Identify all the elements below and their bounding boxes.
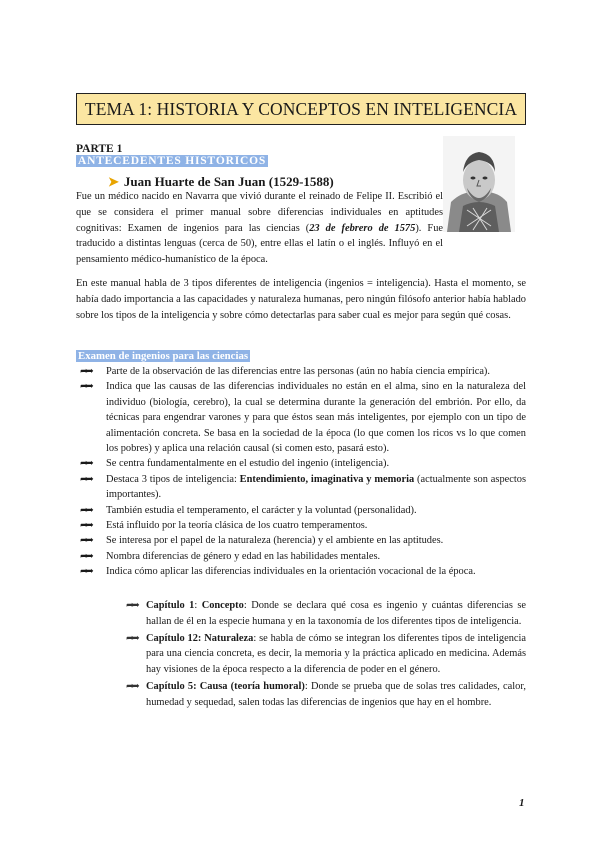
bullet-arrow-icon: ➦➦ <box>80 473 91 485</box>
list-item-tail: (actualmente son aspectos importantes). <box>106 473 526 501</box>
bullet-arrow-icon: ➦➦ <box>80 566 91 578</box>
chapter-item <box>126 631 526 678</box>
section-heading-examen: Examen de ingenios para las ciencias <box>78 350 249 362</box>
list-item <box>76 518 526 533</box>
person-heading <box>108 174 334 190</box>
list-item-bold: Entendimiento, imaginativa y memoria <box>239 473 415 485</box>
page-title: TEMA 1: HISTORIA Y CONCEPTOS EN INTELIGENCIA <box>84 98 518 119</box>
list-item-text: Se centra fundamentalmente en el estudio del ingenio (inteligencia). <box>106 458 390 470</box>
bullet-arrow-icon: ➦➦ <box>80 381 91 393</box>
bullet-arrow-icon: ➦➦ <box>126 600 137 611</box>
chapter-text: : se habla de cómo se integran los diferentes tipos de inteligencia para una ciencia concreta, es decir, la memoria y la práctica aplicado en medicina. Además hay visiones de la época respecto a la diferencia de poder en el género. <box>146 632 527 676</box>
list-item-text: Parte de la observación de las diferencias entre las personas (aún no había ciencia empírica). <box>106 366 490 377</box>
chapter-head: Capítulo 5: <box>146 680 197 692</box>
title-box <box>76 93 526 125</box>
chapter-key: Naturaleza <box>204 632 254 644</box>
bullet-arrow-icon: ➦➦ <box>80 504 91 516</box>
bullet-arrow-icon: ➦➦ <box>80 366 91 377</box>
page-number: 1 <box>519 797 525 809</box>
list-item <box>76 533 526 548</box>
intro-text-2: ). Fue traducido a distintas lenguas (cerca de 50), entre ellas el latín o el inglés. Influyó en el pensamiento médico-humanístico de la época. <box>76 222 444 266</box>
list-item <box>76 503 526 518</box>
list-item <box>76 472 526 503</box>
bullet-arrow-icon: ➦➦ <box>126 632 137 644</box>
section-heading-antecedentes: ANTECEDENTES HISTÓRICOS <box>78 155 267 167</box>
list-item-text: Se interesa por el papel de la naturaleza (herencia) y el ambiente en las aptitudes. <box>106 535 444 547</box>
chapter-key: Causa (teoría humoral) <box>199 680 305 692</box>
feature-list <box>76 364 526 580</box>
chapter-list <box>126 598 526 712</box>
list-item-text: También estudia el temperamento, el carácter y la voluntad (personalidad). <box>106 504 417 516</box>
list-item-text: Está influido por la teoría clásica de los cuatro temperamentos. <box>106 520 368 532</box>
portrait-image <box>443 136 515 232</box>
intro-text-1: Fue un médico nacido en Navarra que vivió durante el reinado de Felipe II. Escribió el que se considera el primer manual sobre diferencias individuales en aptitudes cognitivas: Examen de ingenios para las ciencias ( <box>76 191 443 234</box>
chapter-head: Capítulo 12: <box>146 632 202 644</box>
list-item-text: Indica cómo aplicar las diferencias individuales en la orientación vocacional de la época. <box>106 566 476 578</box>
list-item-text: Nombra diferencias de género y edad en las habilidades mentales. <box>106 550 381 562</box>
list-item <box>76 564 526 579</box>
list-item-text: Indica que las causas de las diferencias individuales no están en el alma, sino en la naturaleza del individuo (biología, cerebro), la cual se determina durante la generación del embrión. Por ello, da técnicas para engendrar varones y para que éstos sean más inteligentes, por ejemplo con un tipo de alimentación concreta. Se basa en la sociedad de la época (lo que comen los ricos vs lo que comen los pobres) y aplica una relación causal (si comen esto, pasará esto). <box>106 381 526 455</box>
chapter-text: : Donde se prueba que de solas tres calidades, calor, humedad y sequedad, salen todas las diferencias de ingenios que hay en el hombre. <box>146 680 526 708</box>
list-item <box>76 364 526 379</box>
bullet-arrow-icon: ➦➦ <box>80 535 91 547</box>
manual-paragraph: En este manual habla de 3 tipos diferentes de inteligencia (ingenios = inteligencia). Hasta el momento, se había dado importancia a las capacidades y naturaleza humanas, pero ningún filósofo anterior había hablado sobre los tipos de la inteligencia y sobre cómo detectarlas para saber cual es mejor para según qué cosas. <box>76 278 526 321</box>
intro-paragraph <box>76 189 443 268</box>
list-item <box>76 456 526 471</box>
chapter-key: Concepto <box>201 600 244 611</box>
person-heading-text: Juan Huarte de San Juan (1529-1588) <box>123 174 334 189</box>
part-heading: PARTE 1 <box>76 143 123 155</box>
bullet-arrow-icon: ➦➦ <box>80 520 91 532</box>
bullet-arrow-icon: ➦➦ <box>126 680 137 692</box>
intro-date: 23 de febrero de 1575 <box>309 222 416 234</box>
arrow-icon: ➤ <box>108 174 119 189</box>
list-item <box>76 379 526 456</box>
chapter-text: : Donde se declara qué cosa es ingenio y cuántas diferencias se hallan de él en la especie humana y en la taxonomía de los diferentes tipos de inteligencia. <box>146 600 526 627</box>
list-item <box>76 549 526 564</box>
chapter-head: Capítulo 1 <box>146 600 195 611</box>
bullet-arrow-icon: ➦➦ <box>80 458 91 470</box>
bullet-arrow-icon: ➦➦ <box>80 550 91 562</box>
chapter-item <box>126 598 526 630</box>
chapter-sep: : <box>194 600 202 611</box>
chapter-item <box>126 679 526 711</box>
list-item-text: Destaca 3 tipos de inteligencia: <box>106 473 240 485</box>
